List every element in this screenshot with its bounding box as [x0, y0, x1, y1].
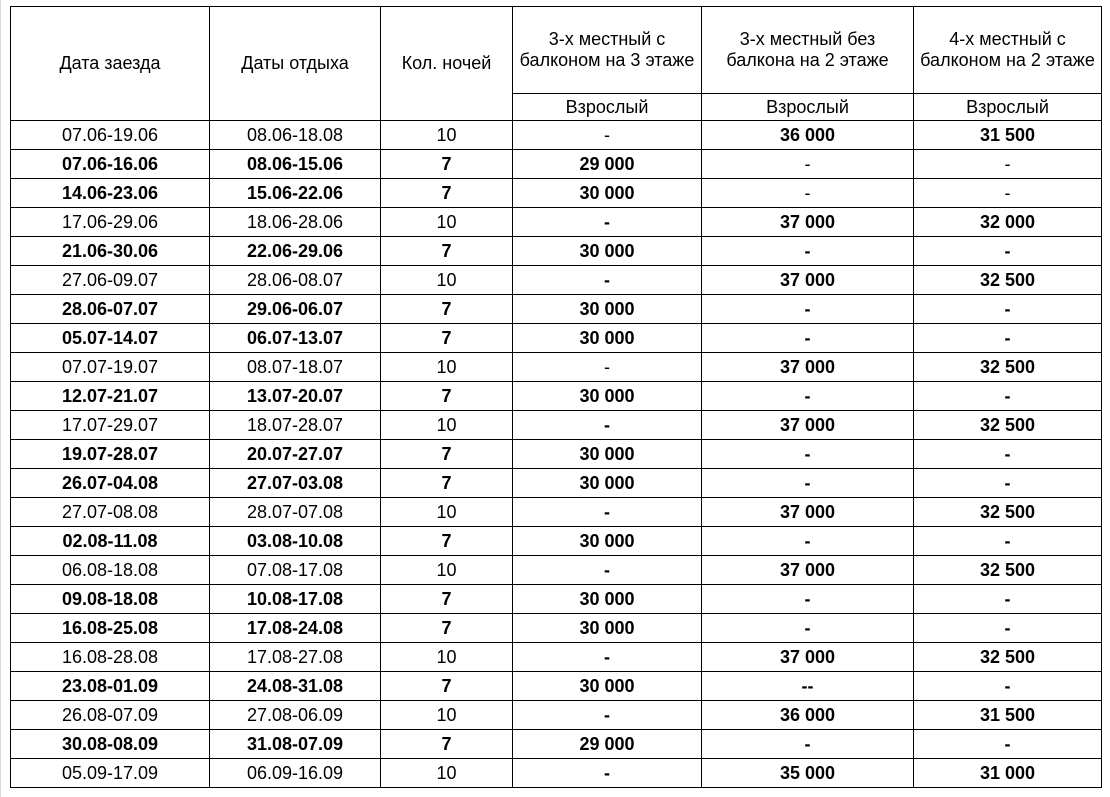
cell-stay-dates: 17.08-27.08 [210, 643, 381, 672]
table-row [11, 614, 1102, 643]
table-row [11, 295, 1102, 324]
table-row [11, 759, 1102, 788]
cell-price-room1: - [513, 498, 702, 527]
table-row [11, 382, 1102, 411]
cell-price-room2: 37 000 [702, 643, 914, 672]
cell-price-room1: 30 000 [513, 585, 702, 614]
cell-nights: 7 [381, 585, 513, 614]
header-arrival-date: Дата заезда [11, 7, 210, 121]
cell-arrival-date: 30.08-08.09 [11, 730, 210, 759]
table-row [11, 469, 1102, 498]
cell-price-room3: - [914, 614, 1102, 643]
cell-nights: 7 [381, 672, 513, 701]
cell-nights: 10 [381, 266, 513, 295]
table-row [11, 556, 1102, 585]
table-row [11, 237, 1102, 266]
cell-nights: 10 [381, 353, 513, 382]
cell-arrival-date: 28.06-07.07 [11, 295, 210, 324]
table-row [11, 498, 1102, 527]
cell-price-room1: 30 000 [513, 469, 702, 498]
table-row [11, 527, 1102, 556]
cell-arrival-date: 27.07-08.08 [11, 498, 210, 527]
cell-price-room3: 32 500 [914, 643, 1102, 672]
cell-stay-dates: 07.08-17.08 [210, 556, 381, 585]
cell-price-room2: - [702, 469, 914, 498]
cell-stay-dates: 15.06-22.06 [210, 179, 381, 208]
cell-price-room2: 36 000 [702, 121, 914, 150]
cell-arrival-date: 09.08-18.08 [11, 585, 210, 614]
table-row [11, 643, 1102, 672]
cell-price-room3: - [914, 382, 1102, 411]
cell-stay-dates: 13.07-20.07 [210, 382, 381, 411]
cell-stay-dates: 20.07-27.07 [210, 440, 381, 469]
cell-stay-dates: 28.06-08.07 [210, 266, 381, 295]
cell-price-room3: - [914, 469, 1102, 498]
cell-price-room2: 35 000 [702, 759, 914, 788]
cell-price-room2: - [702, 730, 914, 759]
cell-price-room1: 29 000 [513, 730, 702, 759]
cell-stay-dates: 03.08-10.08 [210, 527, 381, 556]
cell-arrival-date: 26.07-04.08 [11, 469, 210, 498]
cell-arrival-date: 02.08-11.08 [11, 527, 210, 556]
cell-price-room1: - [513, 208, 702, 237]
cell-price-room1: 30 000 [513, 179, 702, 208]
cell-price-room3: 32 500 [914, 353, 1102, 382]
header-nights: Кол. ночей [381, 7, 513, 121]
cell-price-room2: - [702, 324, 914, 353]
cell-arrival-date: 16.08-25.08 [11, 614, 210, 643]
cell-price-room2: 37 000 [702, 266, 914, 295]
cell-price-room2: - [702, 527, 914, 556]
cell-arrival-date: 26.08-07.09 [11, 701, 210, 730]
table-row [11, 701, 1102, 730]
cell-nights: 10 [381, 701, 513, 730]
cell-price-room2: 37 000 [702, 353, 914, 382]
cell-price-room3: 31 000 [914, 759, 1102, 788]
cell-price-room3: 32 000 [914, 208, 1102, 237]
table-row [11, 585, 1102, 614]
cell-stay-dates: 24.08-31.08 [210, 672, 381, 701]
cell-nights: 10 [381, 643, 513, 672]
cell-price-room1: - [513, 353, 702, 382]
cell-price-room3: - [914, 440, 1102, 469]
cell-nights: 10 [381, 208, 513, 237]
cell-price-room2: - [702, 150, 914, 179]
cell-arrival-date: 05.07-14.07 [11, 324, 210, 353]
cell-nights: 7 [381, 382, 513, 411]
cell-price-room2: - [702, 382, 914, 411]
cell-price-room1: - [513, 643, 702, 672]
cell-stay-dates: 29.06-06.07 [210, 295, 381, 324]
cell-nights: 7 [381, 179, 513, 208]
cell-nights: 7 [381, 614, 513, 643]
cell-price-room3: - [914, 585, 1102, 614]
cell-stay-dates: 06.09-16.09 [210, 759, 381, 788]
table-row [11, 121, 1102, 150]
cell-stay-dates: 22.06-29.06 [210, 237, 381, 266]
cell-price-room3: - [914, 730, 1102, 759]
cell-price-room2: 37 000 [702, 411, 914, 440]
cell-stay-dates: 10.08-17.08 [210, 585, 381, 614]
cell-arrival-date: 16.08-28.08 [11, 643, 210, 672]
cell-arrival-date: 21.06-30.06 [11, 237, 210, 266]
price-table [10, 6, 1102, 788]
cell-price-room1: - [513, 759, 702, 788]
table-row [11, 179, 1102, 208]
cell-nights: 10 [381, 556, 513, 585]
cell-arrival-date: 05.09-17.09 [11, 759, 210, 788]
cell-price-room1: 30 000 [513, 614, 702, 643]
cell-price-room1: - [513, 556, 702, 585]
cell-nights: 10 [381, 498, 513, 527]
cell-nights: 10 [381, 759, 513, 788]
table-row [11, 150, 1102, 179]
cell-nights: 7 [381, 295, 513, 324]
cell-nights: 10 [381, 411, 513, 440]
cell-nights: 7 [381, 324, 513, 353]
cell-price-room1: - [513, 121, 702, 150]
cell-nights: 7 [381, 469, 513, 498]
cell-stay-dates: 08.06-18.08 [210, 121, 381, 150]
cell-nights: 7 [381, 730, 513, 759]
subheader-adult: Взрослый [513, 94, 702, 121]
cell-stay-dates: 27.08-06.09 [210, 701, 381, 730]
cell-arrival-date: 07.07-19.07 [11, 353, 210, 382]
cell-stay-dates: 18.06-28.06 [210, 208, 381, 237]
cell-stay-dates: 28.07-07.08 [210, 498, 381, 527]
cell-arrival-date: 14.06-23.06 [11, 179, 210, 208]
cell-price-room2: 37 000 [702, 498, 914, 527]
cell-price-room1: 30 000 [513, 295, 702, 324]
header-room3-label: 4-х местный с балконом на 2 этаже [920, 29, 1095, 70]
cell-stay-dates: 31.08-07.09 [210, 730, 381, 759]
cell-nights: 7 [381, 150, 513, 179]
table-row [11, 730, 1102, 759]
cell-price-room3: - [914, 179, 1102, 208]
cell-stay-dates: 08.07-18.07 [210, 353, 381, 382]
cell-arrival-date: 17.06-29.06 [11, 208, 210, 237]
table-row [11, 440, 1102, 469]
cell-price-room3: 32 500 [914, 411, 1102, 440]
cell-nights: 10 [381, 121, 513, 150]
cell-price-room2: 37 000 [702, 556, 914, 585]
cell-stay-dates: 17.08-24.08 [210, 614, 381, 643]
cell-price-room1: 30 000 [513, 324, 702, 353]
cell-price-room1: - [513, 266, 702, 295]
table-row [11, 353, 1102, 382]
cell-stay-dates: 08.06-15.06 [210, 150, 381, 179]
subheader-adult: Взрослый [702, 94, 914, 121]
cell-arrival-date: 19.07-28.07 [11, 440, 210, 469]
cell-price-room3: - [914, 150, 1102, 179]
header-room-3-no-balcony-floor2 [702, 7, 914, 94]
cell-price-room3: 31 500 [914, 121, 1102, 150]
cell-arrival-date: 27.06-09.07 [11, 266, 210, 295]
cell-price-room2: - [702, 179, 914, 208]
cell-arrival-date: 07.06-19.06 [11, 121, 210, 150]
cell-price-room2: 36 000 [702, 701, 914, 730]
cell-stay-dates: 27.07-03.08 [210, 469, 381, 498]
cell-price-room1: 30 000 [513, 440, 702, 469]
cell-price-room1: 30 000 [513, 237, 702, 266]
cell-price-room3: - [914, 237, 1102, 266]
cell-price-room3: 32 500 [914, 498, 1102, 527]
cell-price-room1: 30 000 [513, 382, 702, 411]
table-row [11, 324, 1102, 353]
cell-price-room3: - [914, 527, 1102, 556]
cell-price-room2: - [702, 440, 914, 469]
cell-stay-dates: 06.07-13.07 [210, 324, 381, 353]
cell-price-room2: -- [702, 672, 914, 701]
cell-price-room3: - [914, 324, 1102, 353]
cell-price-room2: - [702, 614, 914, 643]
header-room2-label: 3-х местный без балкона на 2 этаже [726, 29, 889, 70]
header-room1-label: 3-х местный с балконом на 3 этаже [519, 29, 695, 70]
cell-price-room2: - [702, 585, 914, 614]
cell-price-room1: - [513, 411, 702, 440]
sheet-gridline [0, 0, 1, 797]
cell-price-room1: 29 000 [513, 150, 702, 179]
cell-nights: 7 [381, 440, 513, 469]
cell-price-room1: 30 000 [513, 527, 702, 556]
cell-price-room2: - [702, 295, 914, 324]
cell-price-room3: 32 500 [914, 266, 1102, 295]
cell-price-room2: 37 000 [702, 208, 914, 237]
cell-price-room3: - [914, 672, 1102, 701]
cell-stay-dates: 18.07-28.07 [210, 411, 381, 440]
cell-arrival-date: 07.06-16.06 [11, 150, 210, 179]
table-body [11, 121, 1102, 788]
cell-nights: 7 [381, 527, 513, 556]
header-room-3-balcony-floor3 [513, 7, 702, 94]
table-row [11, 266, 1102, 295]
cell-price-room2: - [702, 237, 914, 266]
cell-price-room1: 30 000 [513, 672, 702, 701]
cell-price-room3: 32 500 [914, 556, 1102, 585]
header-room-4-balcony-floor2 [914, 7, 1102, 94]
table-row [11, 208, 1102, 237]
header-stay-dates: Даты отдыха [210, 7, 381, 121]
cell-price-room1: - [513, 701, 702, 730]
cell-price-room3: - [914, 295, 1102, 324]
cell-price-room3: 31 500 [914, 701, 1102, 730]
table-row [11, 672, 1102, 701]
table-row [11, 411, 1102, 440]
cell-arrival-date: 23.08-01.09 [11, 672, 210, 701]
cell-arrival-date: 17.07-29.07 [11, 411, 210, 440]
cell-arrival-date: 12.07-21.07 [11, 382, 210, 411]
cell-arrival-date: 06.08-18.08 [11, 556, 210, 585]
subheader-adult: Взрослый [914, 94, 1102, 121]
cell-nights: 7 [381, 237, 513, 266]
